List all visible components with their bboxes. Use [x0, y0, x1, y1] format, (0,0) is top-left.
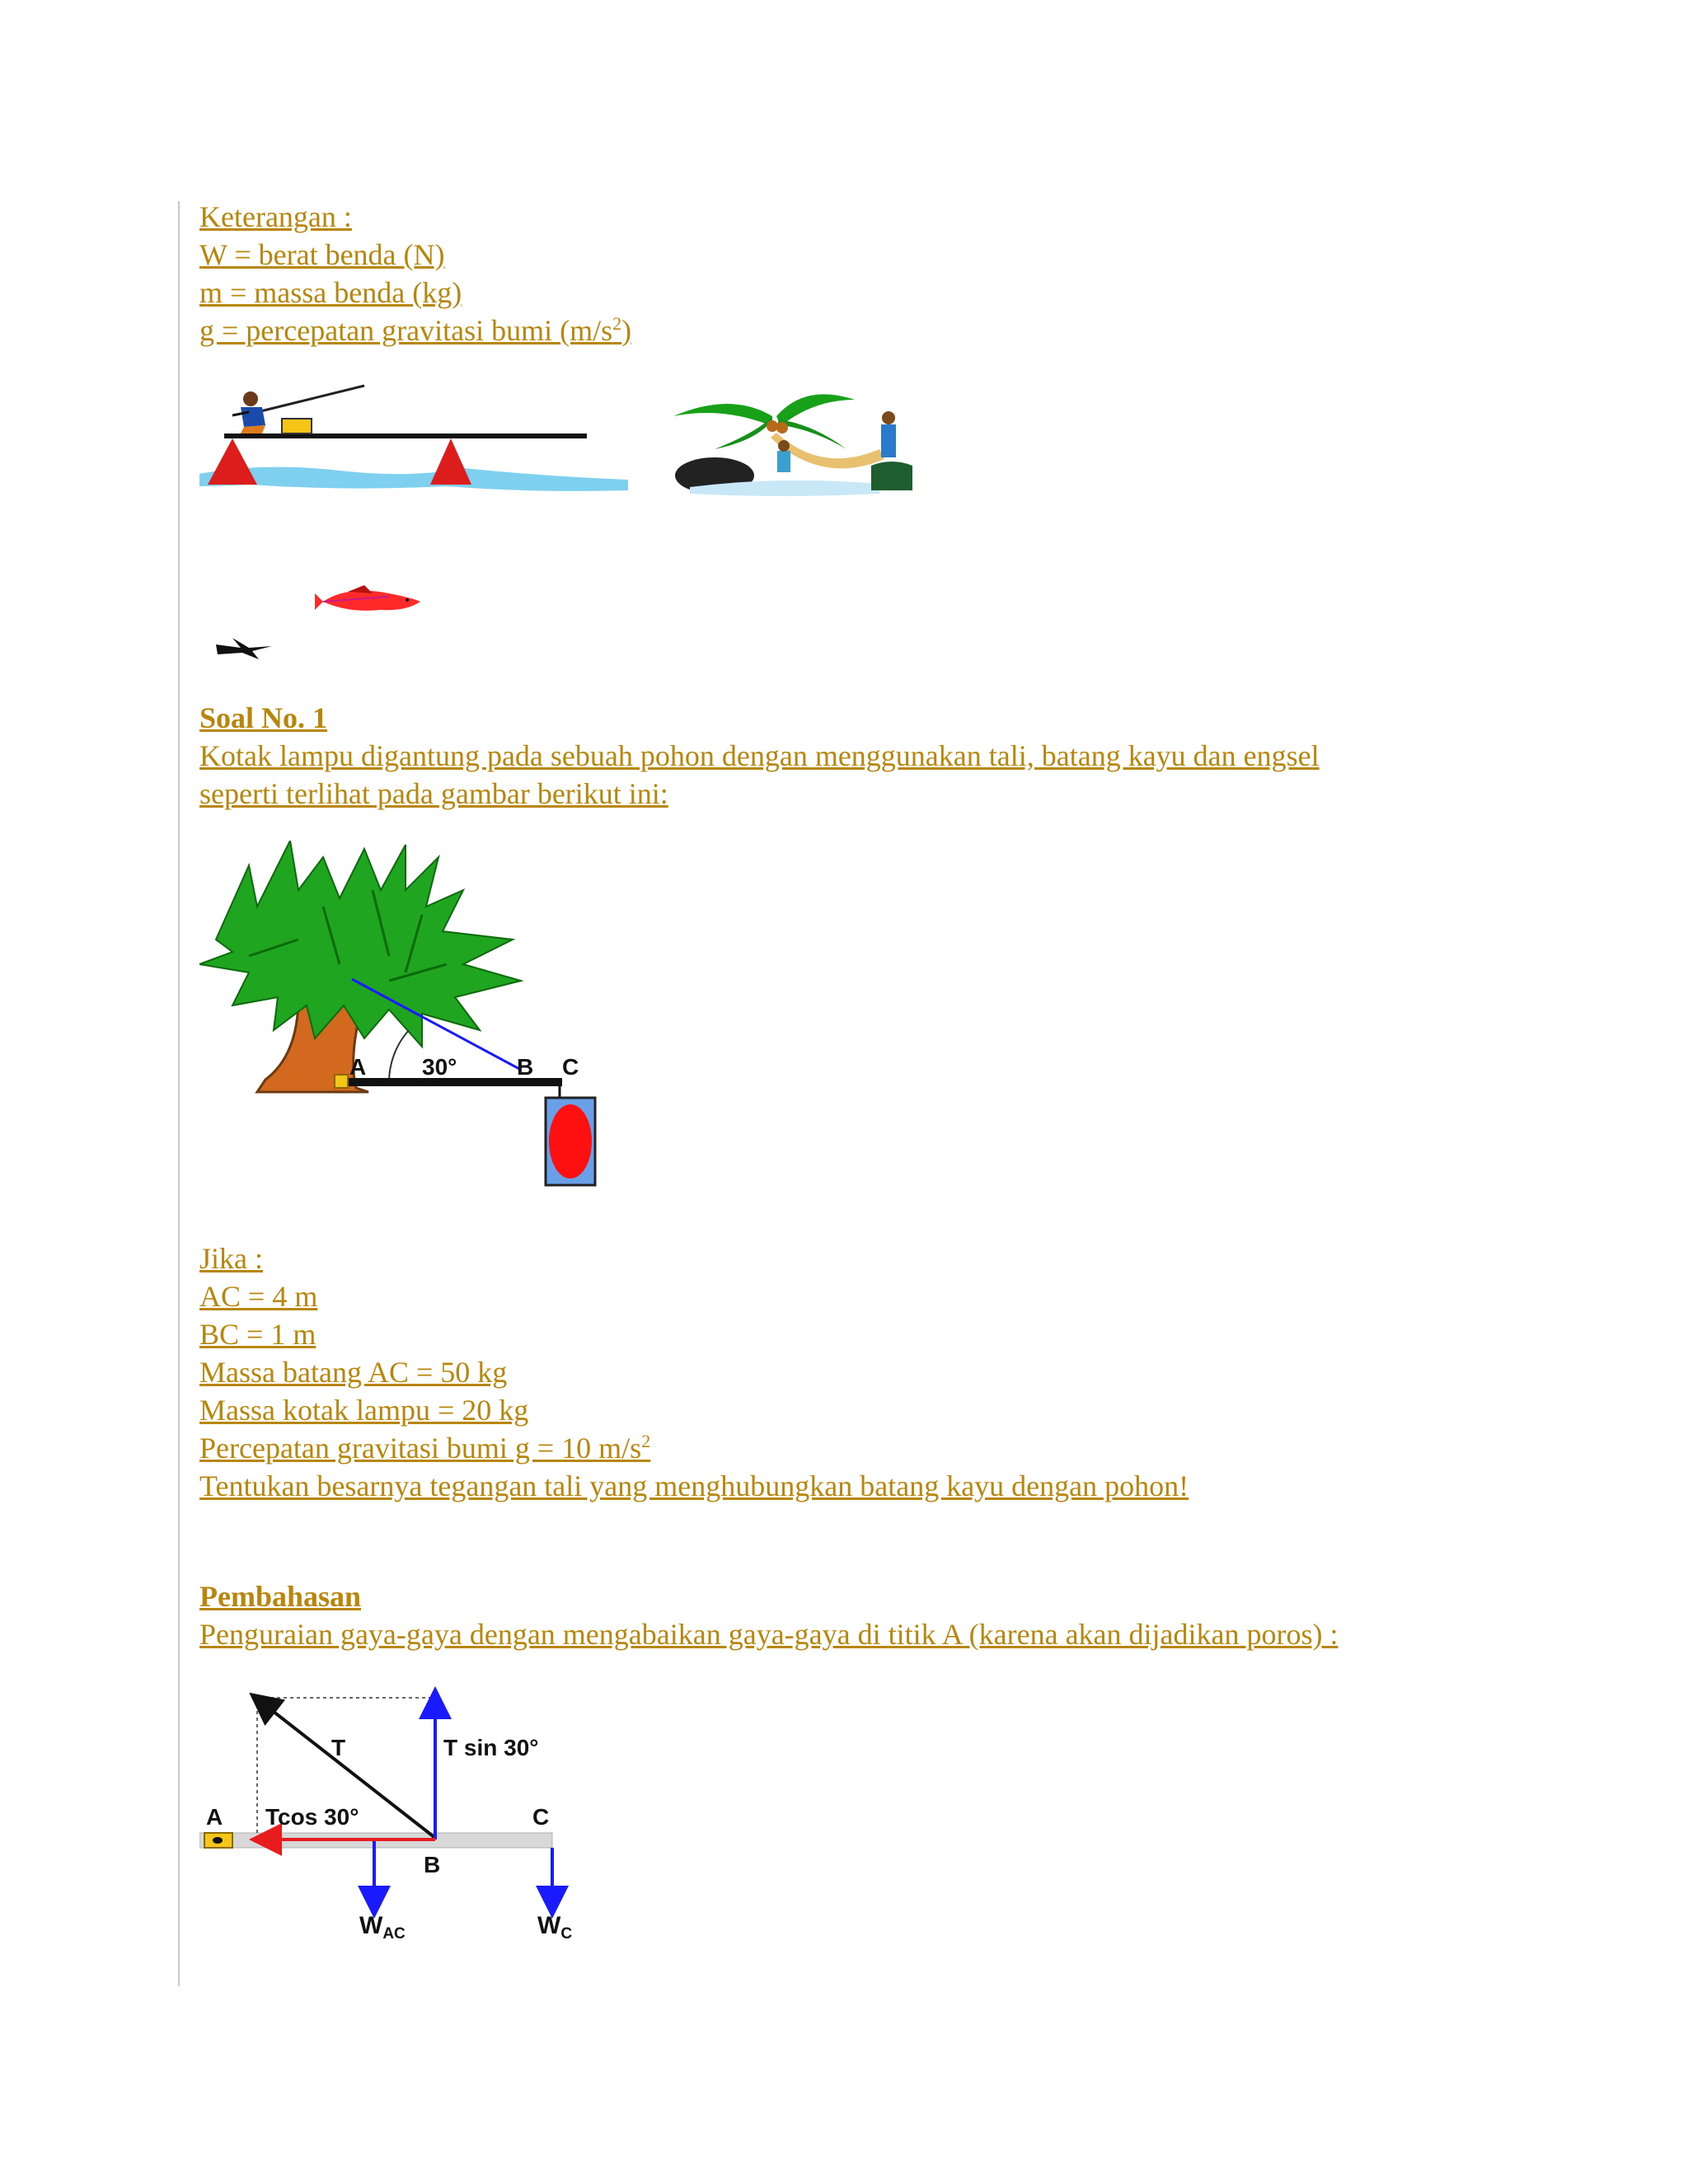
tree-label-c: C [562, 1054, 579, 1080]
force-label-wc: $W_C$ [537, 1912, 573, 1943]
keterangan-title[interactable]: Keterangan : [199, 200, 352, 233]
tree-label-angle: 30° [422, 1054, 457, 1080]
jika-bc[interactable]: BC = 1 m [199, 1318, 316, 1351]
soal-text-line-1[interactable]: Kotak lampu digantung pada sebuah pohon dengan menggunakan tali, batang kayu dan engsel [199, 739, 1320, 772]
jika-gravitasi[interactable]: Percepatan gravitasi bumi g = 10 $m/s^2$ [199, 1431, 651, 1465]
pembahasan-heading[interactable]: Pembahasan [199, 1580, 362, 1613]
jika-title[interactable]: Jika : [199, 1242, 263, 1275]
soal-heading[interactable]: Soal No. 1 [199, 701, 328, 734]
jika-ac[interactable]: AC = 4 m [199, 1280, 318, 1313]
keterangan-w[interactable]: W = berat benda (N) [199, 238, 445, 271]
force-label-tsin: T sin 30° [443, 1735, 539, 1760]
pembahasan-text-line-1[interactable]: Penguraian gaya-gaya dengan mengabaikan gaya-gaya di titik A (karena akan dijadikan poros) : [199, 1618, 1339, 1651]
black-bird-clipart [216, 636, 275, 661]
jika-massa-kotak[interactable]: Massa kotak lampu = 20 kg [199, 1394, 529, 1427]
force-label-c: C [532, 1804, 550, 1830]
force-label-a: A [206, 1804, 223, 1830]
jika-massa-batang[interactable]: Massa batang AC = 50 kg [199, 1356, 508, 1389]
tree-label-b: B [517, 1054, 534, 1080]
soal-text-line-2[interactable]: seperti terlihat pada gambar berikut ini: [199, 777, 668, 810]
tree-label-a: A [349, 1054, 367, 1080]
force-label-b: B [424, 1852, 441, 1877]
keterangan-m[interactable]: m = massa benda (kg) [199, 276, 462, 309]
keterangan-g[interactable]: g = percepatan gravitasi bumi $(m/s^2)$ [199, 313, 632, 347]
tree-lamp-diagram [199, 841, 628, 1207]
force-label-t: T [331, 1735, 346, 1760]
jika-question[interactable]: Tentukan besarnya tegangan tali yang menghubungkan batang kayu dengan pohon! [199, 1469, 1189, 1502]
force-label-wac: $W_{AC}$ [359, 1912, 406, 1943]
force-diagram [199, 1681, 628, 1945]
left-margin-rule [178, 201, 180, 1986]
red-fish-clipart [315, 585, 422, 618]
force-label-tcos: Tcos 30° [265, 1804, 359, 1830]
seesaw-clipart [199, 379, 645, 494]
palm-island-clipart [665, 383, 929, 499]
